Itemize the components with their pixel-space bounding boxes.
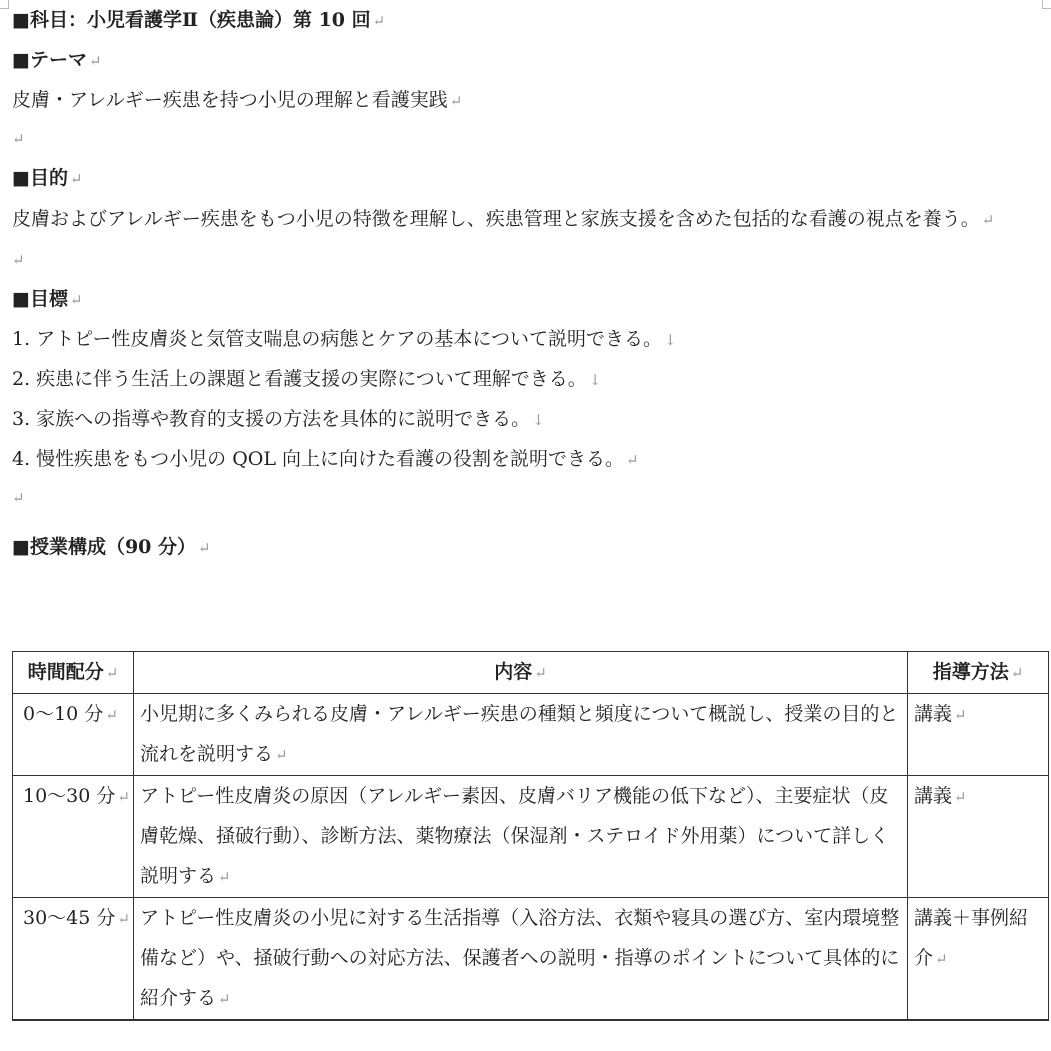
header-time: 時間配分 ↵ <box>13 652 134 694</box>
cell-time: 10～30 分 ↵ <box>13 776 134 898</box>
goal-item: 4. 慢性疾患をもつ小児の QOL 向上に向けた看護の役割を説明できる。 ↵ <box>12 448 639 470</box>
cell-mark-icon: ↵ <box>954 706 967 724</box>
cell-method <box>908 1020 1049 1021</box>
paragraph-mark-icon: ↵ <box>449 92 463 110</box>
table-header-row <box>13 652 1049 694</box>
goal-item: 3. 家族への指導や教育的支援の方法を具体的に説明できる。 ↓ <box>12 408 545 430</box>
cell-method: 講義＋事例紹介 ↵ <box>908 898 1049 1020</box>
cell-mark-icon: ↵ <box>105 664 119 682</box>
document-body <box>12 0 1051 567</box>
cell-content: アトピー性皮膚炎の原因（アレルギー素因、皮膚バリア機能の低下など）、主要症状（皮膚乾燥、掻破行動）、診断方法、薬物療法（保湿剤・ステロイド外用薬）について詳しく説明する ↵ <box>134 776 908 898</box>
cell-mark-icon: ↵ <box>218 868 231 886</box>
cell-mark-icon: ↵ <box>105 706 118 724</box>
cell-content <box>134 1020 908 1021</box>
cell-time <box>13 1020 134 1021</box>
table-row <box>13 898 1049 1020</box>
purpose-text: 皮膚およびアレルギー疾患をもつ小児の特徴を理解し、疾患管理と家族支援を含めた包括的な看護の視点を養う。 ↵ <box>12 208 995 230</box>
cell-mark-icon: ↵ <box>218 990 231 1008</box>
cell-mark-icon: ↵ <box>117 788 130 806</box>
page-corner-mark <box>0 0 9 9</box>
cell-mark-icon: ↵ <box>534 664 547 682</box>
paragraph-mark-icon: ↵ <box>88 52 102 70</box>
paragraph-mark-icon: ↵ <box>198 539 211 557</box>
cell-time: 30～45 分 ↵ <box>13 898 134 1020</box>
paragraph-mark-icon: ↵ <box>372 12 386 30</box>
table-row <box>13 776 1049 898</box>
cell-content: アトピー性皮膚炎の小児に対する生活指導（入浴方法、衣類や寝具の選び方、室内環境整備など）や、掻破行動への対応方法、保護者への説明・指導のポイントについて具体的に紹介する ↵ <box>134 898 908 1020</box>
line-break-mark-icon: ↓ <box>664 331 677 349</box>
cell-mark-icon: ↵ <box>954 788 967 806</box>
cell-mark-icon: ↵ <box>935 950 948 968</box>
header-method: 指導方法 ↵ <box>908 652 1049 694</box>
cell-mark-icon: ↵ <box>117 910 130 928</box>
purpose-heading: ■目的 ↵ <box>12 167 83 189</box>
cell-time: 0～10 分 ↵ <box>13 694 134 776</box>
header-content: 内容 ↵ <box>134 652 908 694</box>
cell-mark-icon: ↵ <box>275 746 288 764</box>
empty-paragraph <box>12 241 1051 279</box>
cell-mark-icon: ↵ <box>1010 664 1024 682</box>
cell-content: 小児期に多くみられる皮膚・アレルギー疾患の種類と頻度について概説し、授業の目的と流れを説明する ↵ <box>134 694 908 776</box>
theme-heading: ■テーマ ↵ <box>12 49 102 71</box>
structure-heading: ■授業構成（90 分） ↵ <box>12 536 211 558</box>
goal-item: 1. アトピー性皮膚炎と気管支喘息の病態とケアの基本について説明できる。 ↓ <box>12 328 677 350</box>
cell-method: 講義 ↵ <box>908 776 1049 898</box>
goal-item: 2. 疾患に伴う生活上の課題と看護支援の実際について理解できる。 ↓ <box>12 368 602 390</box>
paragraph-mark-icon: ↵ <box>981 211 995 229</box>
paragraph-mark-icon: ↵ <box>626 451 639 469</box>
paragraph-mark-icon: ↵ <box>69 291 83 309</box>
paragraph-mark-icon: ↵ <box>12 130 25 148</box>
table-row <box>13 1020 1049 1021</box>
subject-heading: ■科目：小児看護学Ⅱ（疾患論）第 10 回 ↵ <box>12 9 386 31</box>
line-break-mark-icon: ↓ <box>532 411 545 429</box>
lesson-structure-table <box>12 651 1049 1021</box>
theme-text: 皮膚・アレルギー疾患を持つ小児の理解と看護実践 ↵ <box>12 89 463 111</box>
goals-heading: ■目標 ↵ <box>12 288 83 310</box>
table-row <box>13 694 1049 776</box>
paragraph-mark-icon: ↵ <box>12 251 25 269</box>
paragraph-mark-icon: ↵ <box>69 170 83 188</box>
line-break-mark-icon: ↓ <box>588 371 602 389</box>
empty-paragraph <box>12 479 1051 517</box>
empty-paragraph <box>12 120 1051 158</box>
cell-method: 講義 ↵ <box>908 694 1049 776</box>
paragraph-mark-icon: ↵ <box>12 489 25 507</box>
